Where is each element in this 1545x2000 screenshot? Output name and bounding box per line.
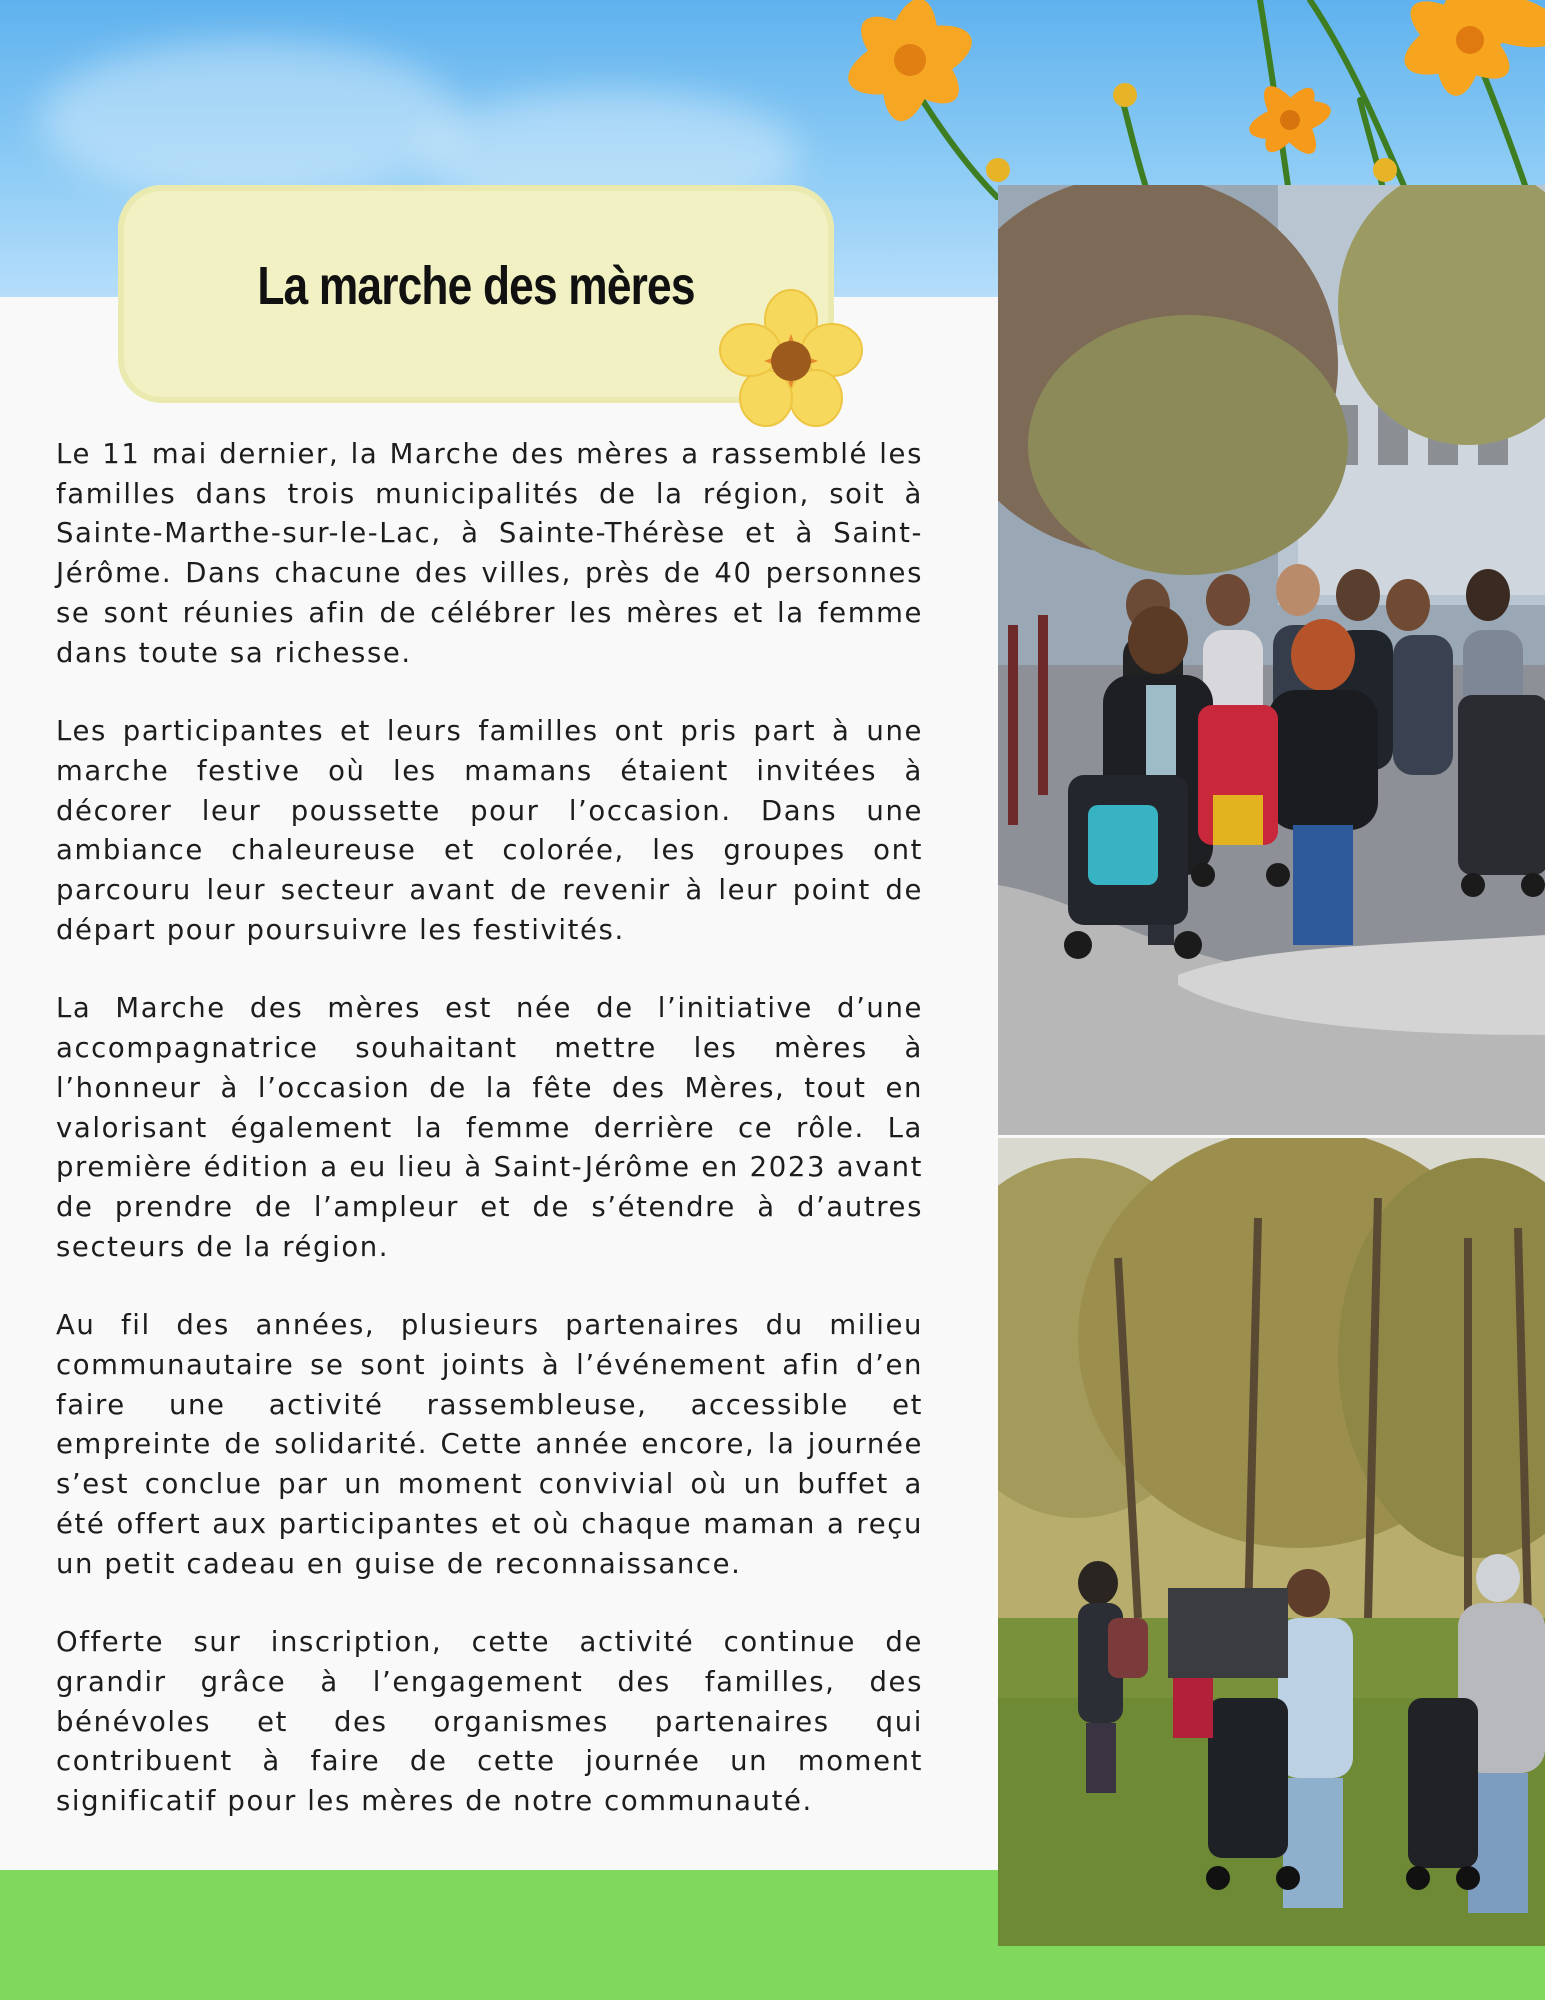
article-paragraph-1: Le 11 mai dernier, la Marche des mères a rassemblé les familles dans trois municipalités de la région, soit à Sainte-Marthe-sur-le-Lac, à Sainte-Thérèse et à Saint-Jérôme. Dans chacune des villes, près de 40 personnes se sont réunies afin de célébrer les mères et la femme dans toute sa richesse. — [56, 438, 923, 669]
article-paragraph-4: Au fil des années, plusieurs partenaires du milieu communautaire se sont joints à l’événement afin d’en faire une activité rassembleuse, accessible et empreinte de solidarité. Cette année encore, la journée s’est conclue par un moment convivial où un buffet a été offert aux participantes et où chaque maman a reçu un petit cadeau en guise de reconnaissance. — [56, 1309, 923, 1580]
article-paragraph-2: Les participantes et leurs familles ont pris part à une marche festive où les mamans étaient invitées à décorer leur poussette pour l’occasion. Dans une ambiance chaleureuse et colorée, les groupes ont parcouru leur secteur avant de revenir à leur point de départ pour poursuivre les festivités. — [56, 715, 923, 946]
page-title: La marche des mères — [257, 256, 695, 316]
article-paragraph-5: Offerte sur inscription, cette activité continue de grandir grâce à l’engagement des familles, des bénévoles et des organismes partenaires qui contribuent à faire de cette journée un moment significatif pour les mères de notre communauté. — [56, 1626, 923, 1818]
yellow-flower-icon — [718, 288, 864, 434]
marching-mothers-photo — [998, 185, 1545, 1135]
article-paragraph-3: La Marche des mères est née de l’initiative d’une accompagnatrice souhaitant mettre les mères à l’honneur à l’occasion de la fête des Mères, tout en valorisant également la femme derrière ce rôle. La première édition a eu lieu à Saint-Jérôme en 2023 avant de prendre de l’ampleur et de s’étendre à d’autres secteurs de la région. — [56, 992, 923, 1263]
article-body — [56, 435, 923, 1861]
orange-flower-icon — [839, 0, 980, 126]
cosmos-flowers-image — [770, 0, 1545, 200]
forest-walk-photo — [998, 1138, 1545, 1946]
